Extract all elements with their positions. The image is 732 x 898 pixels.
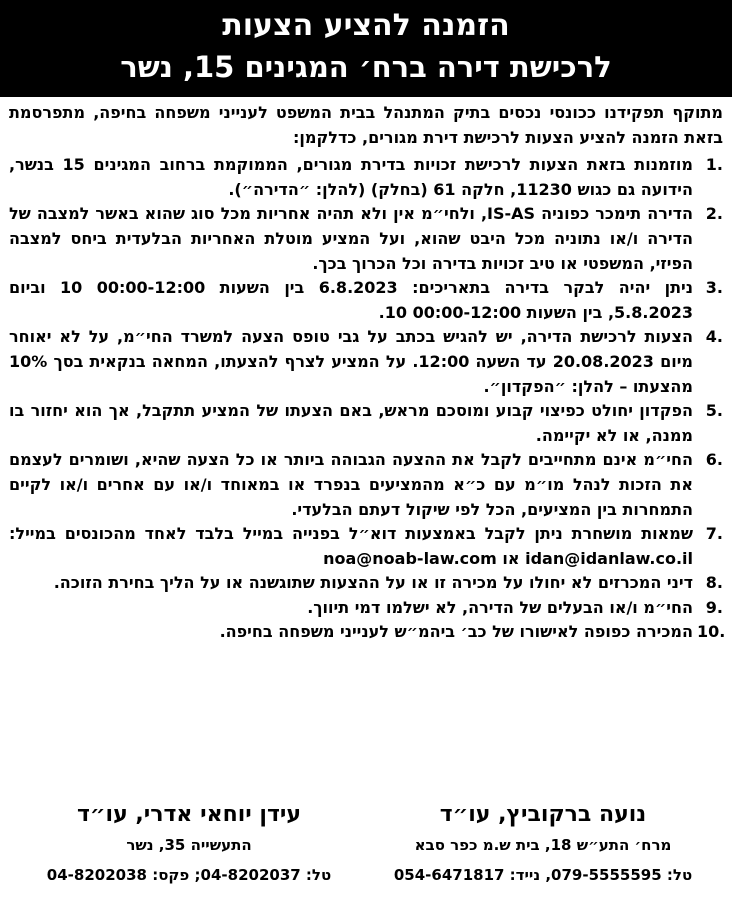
item-number: 2. [705, 204, 723, 224]
list-item [9, 153, 723, 202]
list-item [9, 620, 726, 645]
notice-title: הזמנה להציע הצעות [222, 8, 510, 43]
list-item [9, 202, 723, 276]
item-number: 8. [705, 573, 723, 593]
notice-body [9, 101, 726, 645]
item-text: החי״מ אינם מתחייבים לקבל את ההצעה הגבוהה ביותר או כל הצעה שהיא, ושומרים לעצמם את הזכות לנהל מו״מ עם כ״א מהמציעים בנפרד או במאוחד ו/או עם אחרים ו/או לקיים התמחרות בין המציעים, הכל לפי שיקול דעתם הבלעדי. [9, 450, 693, 519]
item-number: 5. [705, 401, 723, 421]
list-item [9, 448, 723, 522]
item-text: דיני המכרזים לא יחולו על מכירה זו או על ההצעות שתוגשנה או על הליך בחירת הזוכה. [53, 573, 693, 593]
notice-header [0, 0, 732, 97]
signatory-address: התעשייה 35, נשר [126, 836, 252, 854]
item-text: מוזמנות בזאת הצעות לרכישת זכויות בדירת מגורים, הממוקמת ברחוב המגינים 15 בנשר, הידועה גם כגוש 11230, חלקה 61 (בחלק) (להלן: ״הדירה״). [9, 155, 694, 199]
list-item [9, 596, 723, 621]
item-text: המכירה כפופה לאישורו של כב׳ ביהמ״ש לענייני משפחה בחיפה. [219, 622, 693, 642]
item-text: החי״מ ו/או הבעלים של הדירה, לא ישלמו דמי תיווך. [307, 597, 693, 617]
signatory-address: מרח׳ התע״ש 18, בית ש.מ כפר סבא [414, 836, 672, 854]
item-number: 10. [697, 622, 726, 642]
list-item [9, 522, 723, 571]
list-item [9, 276, 723, 325]
item-number: 4. [705, 327, 723, 347]
signatory-phones: טל: 04-8202037; פקס: 04-8202038 [46, 866, 332, 884]
item-text: הפקדון יחולט כפיצוי קבוע ומוסכם מראש, באם הצעתו של המציע תתקבל, אך הוא יחזור בו ממנה, או לא יקיימה. [9, 401, 693, 445]
list-item [9, 325, 723, 399]
item-text: ניתן יהיה לבקר בדירה בתאריכים: 6.8.2023 בין השעות 00:00-12:00 10 וביום 5.8.2023, בין השעות 00:00-12:00 10. [9, 278, 693, 322]
item-number: 9. [705, 597, 723, 617]
signature-left [9, 800, 369, 890]
signatory-name: נועה ברקוביץ, עו״ד [439, 802, 647, 827]
item-text: הצעות לרכישת הדירה, יש להגיש בכתב על גבי טופס הצעה למשרד החי״מ, על לא יאוחר מיום 20.08.2023 עד השעה 12:00. על המציע לצרף להצעתו, המחאה בנקאית בסך 10% מהצעתו – להלן: ״הפקדון״. [9, 327, 694, 396]
item-number: 1. [705, 155, 723, 175]
list-item [9, 571, 723, 596]
item-number: 6. [705, 450, 723, 470]
signature-right [363, 800, 723, 890]
item-text: הדירה תימכר כפוניה IS-AS, ולחי״מ אין ולא תהיה אחריות מכל סוג שהוא באשר למצבה של הדירה ו/או נתוניה מכל היבט שהוא, ועל המציע מוטלת האחריות הבלעדית ביחס למצבה הפיזי, המשפטי או טיב זכויות בדירה וכל הכרוך בכך. [9, 204, 694, 273]
item-number: 3. [705, 278, 723, 298]
signatory-phones: טל: 079-5555595, נייד: 054-6471817 [393, 866, 693, 884]
item-text: שמאות מושחרת ניתן לקבל באמצעות דוא״ל בפנייה במייל בלבד לאחד מהכונסים במייל: idan@idanlaw.co.il או noa@noab-law.com [9, 524, 693, 568]
list-item [9, 399, 723, 448]
item-number: 7. [705, 524, 723, 544]
signatory-name: עידן יוחאי אדרי, עו״ד [76, 802, 302, 827]
notice-subtitle: לרכישת דירה ברח׳ המגינים 15, נשר [120, 50, 612, 84]
intro-paragraph: מתוקף תפקידנו ככונסי נכסים בתיק המתנהל בבית המשפט לענייני משפחה בחיפה, מתפרסמת בזאת הזמנה להציע הצעות לרכישת דירת מגורים, כדלקמן: [9, 103, 723, 147]
